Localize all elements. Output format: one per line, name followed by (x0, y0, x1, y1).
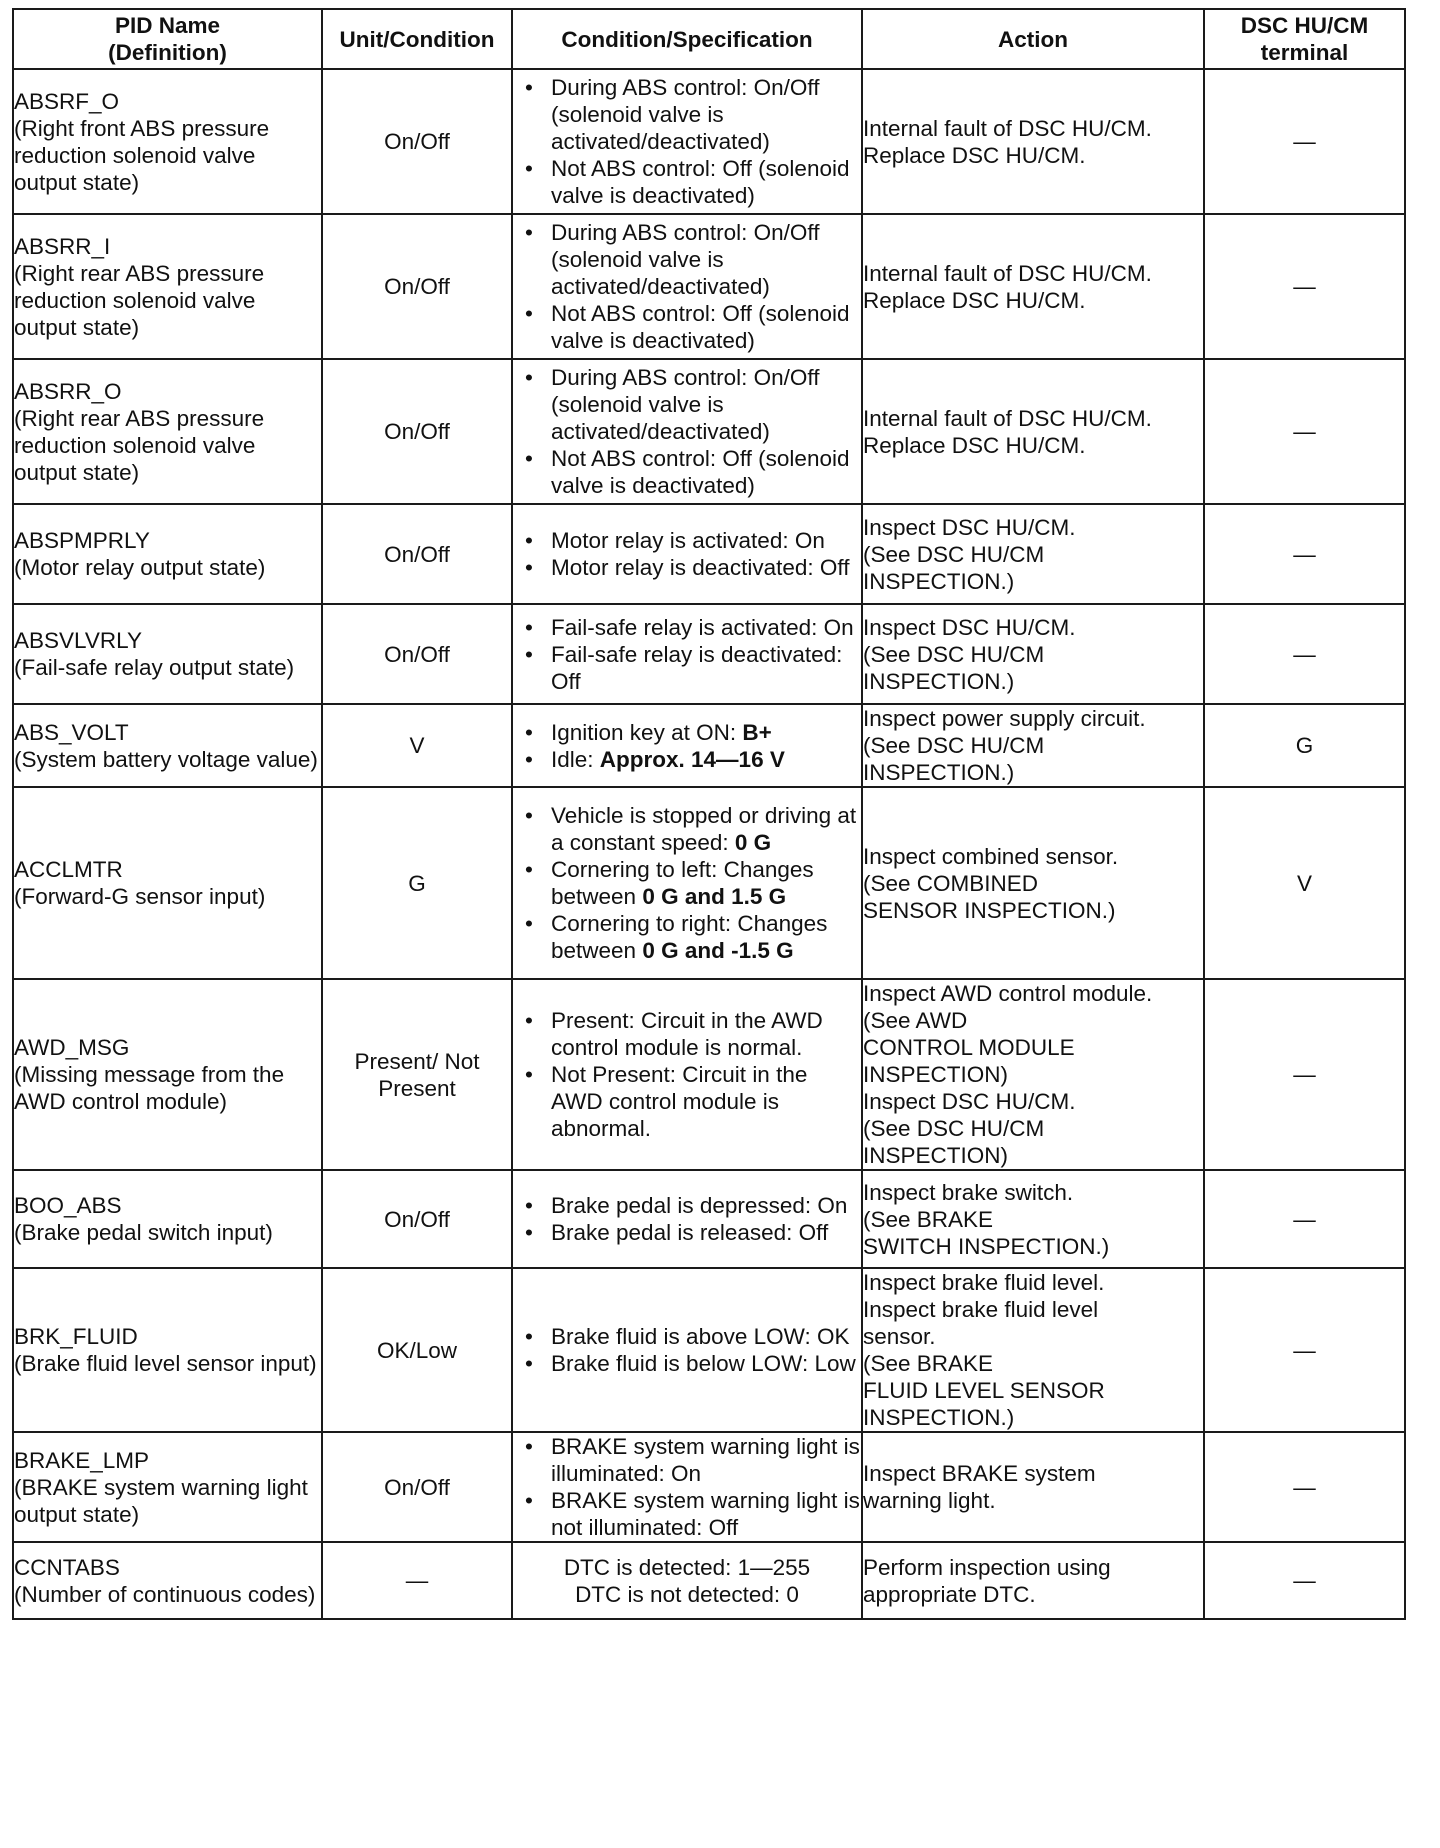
condition-list (513, 1323, 861, 1377)
action-line: Inspect DSC HU/CM. (863, 514, 1076, 540)
table-row (13, 69, 1405, 214)
action-line: Inspect AWD control module. (863, 981, 1153, 1006)
pid-definition: (Motor relay output state) (14, 555, 266, 580)
condition-item: • Cornering to left: Changes between 0 G and 1.5 G (513, 856, 861, 910)
table-row (13, 1268, 1405, 1432)
action-cell (862, 704, 1204, 787)
terminal-cell: — (1204, 604, 1405, 704)
terminal-cell: — (1204, 979, 1405, 1170)
action-line: Replace DSC HU/CM. (863, 432, 1086, 458)
action-line: Inspect combined sensor. (863, 843, 1119, 869)
pid-cell (13, 604, 322, 704)
terminal-cell: — (1204, 1170, 1405, 1268)
condition-item: • Fail-safe relay is deactivated: Off (513, 641, 861, 695)
condition-cell (512, 979, 862, 1170)
pid-name: BOO_ABS (14, 1193, 122, 1218)
action-line: (See BRAKE (863, 1351, 994, 1376)
condition-cell (512, 1170, 862, 1268)
action-line: Inspect DSC HU/CM. (863, 614, 1076, 640)
terminal-cell: — (1204, 214, 1405, 359)
pid-name: ABSRR_I (14, 233, 111, 259)
pid-cell (13, 214, 322, 359)
condition-cell (512, 787, 862, 979)
header-condition: Condition/Specification (512, 9, 862, 69)
pid-name: ACCLMTR (14, 857, 123, 882)
condition-item: • Brake pedal is depressed: On (513, 1192, 861, 1219)
action-line: (See COMBINED (863, 870, 1039, 896)
condition-item: • Not Present: Circuit in the AWD control module is abnormal. (513, 1061, 861, 1142)
pid-definition: (Fail-safe relay output state) (14, 655, 295, 680)
unit-cell: OK/Low (322, 1268, 512, 1432)
condition-list (513, 74, 861, 209)
action-cell (862, 214, 1204, 359)
action-line: Internal fault of DSC HU/CM. (863, 405, 1152, 431)
table-row (13, 979, 1405, 1170)
action-line: sensor. (863, 1324, 936, 1349)
unit-cell: Present/ Not Present (322, 979, 512, 1170)
condition-item: • Vehicle is stopped or driving at a constant speed: 0 G (513, 802, 861, 856)
terminal-cell: — (1204, 359, 1405, 504)
table-row (13, 504, 1405, 604)
action-line: FLUID LEVEL SENSOR (863, 1378, 1105, 1403)
pid-definition: (Right rear ABS pressure reduction solenoid valve output state) (14, 260, 265, 340)
action-cell (862, 504, 1204, 604)
action-cell (862, 787, 1204, 979)
condition-item: • Motor relay is activated: On (513, 527, 861, 554)
condition-item: • During ABS control: On/Off (solenoid valve is activated/deactivated) (513, 364, 861, 445)
pid-cell (13, 979, 322, 1170)
condition-item: • Fail-safe relay is activated: On (513, 614, 861, 641)
action-line: SENSOR INSPECTION.) (863, 897, 1116, 923)
action-line: INSPECTION.) (863, 760, 1015, 785)
action-line: Perform inspection using (863, 1554, 1111, 1580)
action-line: INSPECTION.) (863, 568, 1015, 594)
pid-definition: (Forward-G sensor input) (14, 884, 266, 909)
terminal-cell: — (1204, 1432, 1405, 1542)
action-line: Internal fault of DSC HU/CM. (863, 260, 1152, 286)
action-line: (See DSC HU/CM (863, 541, 1045, 567)
pid-cell (13, 1268, 322, 1432)
table-row (13, 604, 1405, 704)
pid-definition: (Number of continuous codes) (14, 1581, 316, 1607)
unit-cell: On/Off (322, 214, 512, 359)
pid-name: ABSVLVRLY (14, 628, 142, 653)
pid-name: AWD_MSG (14, 1035, 130, 1060)
condition-cell (512, 504, 862, 604)
condition-list (513, 719, 861, 773)
action-line: warning light. (863, 1488, 996, 1513)
pid-cell (13, 1170, 322, 1268)
pid-cell (13, 787, 322, 979)
condition-item: • Cornering to right: Changes between 0 G and -1.5 G (513, 910, 861, 964)
terminal-cell: V (1204, 787, 1405, 979)
pid-cell (13, 504, 322, 604)
table-row (13, 704, 1405, 787)
pid-name: BRK_FLUID (14, 1324, 138, 1349)
pid-cell (13, 69, 322, 214)
pid-definition: (System battery voltage value) (14, 746, 318, 772)
condition-list (513, 1007, 861, 1142)
table-row (13, 787, 1405, 979)
condition-item: • Idle: Approx. 14—16 V (513, 746, 861, 773)
action-line: (See BRAKE (863, 1206, 994, 1232)
condition-item: • BRAKE system warning light is illuminated: On (513, 1433, 861, 1487)
condition-list (513, 614, 861, 695)
pid-definition: (Brake fluid level sensor input) (14, 1351, 317, 1376)
action-cell (862, 359, 1204, 504)
action-line: Inspect power supply circuit. (863, 706, 1146, 731)
condition-list (513, 364, 861, 499)
condition-list (513, 527, 861, 581)
pid-name: ABSRF_O (14, 88, 120, 114)
condition-cell (512, 1432, 862, 1542)
condition-list (513, 802, 861, 964)
unit-cell: On/Off (322, 1432, 512, 1542)
action-line: Replace DSC HU/CM. (863, 142, 1086, 168)
action-line: Inspect brake fluid level. (863, 1270, 1105, 1295)
condition-item: • Ignition key at ON: B+ (513, 719, 861, 746)
action-line: INSPECTION) (863, 1143, 1009, 1168)
pid-cell (13, 704, 322, 787)
unit-cell: On/Off (322, 604, 512, 704)
action-line: CONTROL MODULE (863, 1035, 1075, 1060)
condition-item: • Motor relay is deactivated: Off (513, 554, 861, 581)
pid-name: ABSRR_O (14, 378, 122, 404)
condition-list (513, 1192, 861, 1246)
action-line: Inspect DSC HU/CM. (863, 1089, 1076, 1114)
action-cell (862, 1268, 1204, 1432)
condition-line: DTC is detected: 1—255 (563, 1554, 811, 1580)
pid-definition: (Right front ABS pressure reduction solenoid valve output state) (14, 115, 270, 195)
action-line: Inspect brake switch. (863, 1179, 1074, 1205)
action-line: (See AWD (863, 1008, 968, 1033)
condition-list (513, 1433, 861, 1541)
condition-cell (512, 214, 862, 359)
terminal-cell: — (1204, 1268, 1405, 1432)
action-line: appropriate DTC. (863, 1581, 1036, 1607)
condition-cell (512, 69, 862, 214)
condition-item: • Not ABS control: Off (solenoid valve is deactivated) (513, 300, 861, 354)
table-header-row (13, 9, 1405, 69)
action-line: SWITCH INSPECTION.) (863, 1233, 1110, 1259)
table-row (13, 214, 1405, 359)
unit-cell: On/Off (322, 504, 512, 604)
unit-cell: On/Off (322, 359, 512, 504)
action-cell (862, 1432, 1204, 1542)
condition-cell (512, 604, 862, 704)
pid-definition: (Missing message from the AWD control module) (14, 1062, 285, 1114)
action-line: INSPECTION.) (863, 1405, 1015, 1430)
action-line: Inspect BRAKE system (863, 1461, 1096, 1486)
pid-definition: (Brake pedal switch input) (14, 1220, 273, 1245)
pid-table (12, 8, 1406, 1620)
action-cell (862, 69, 1204, 214)
condition-list (513, 219, 861, 354)
action-line: Inspect brake fluid level (863, 1297, 1099, 1322)
action-line: (See DSC HU/CM (863, 641, 1045, 667)
condition-item: • Brake pedal is released: Off (513, 1219, 861, 1246)
condition-item: • During ABS control: On/Off (solenoid valve is activated/deactivated) (513, 74, 861, 155)
terminal-cell: — (1204, 504, 1405, 604)
unit-cell: — (322, 1542, 512, 1619)
action-cell (862, 1542, 1204, 1619)
condition-item: • Brake fluid is above LOW: OK (513, 1323, 861, 1350)
table-row (13, 359, 1405, 504)
action-line: (See DSC HU/CM (863, 733, 1045, 758)
pid-cell (13, 1542, 322, 1619)
condition-cell (512, 1268, 862, 1432)
header-terminal: DSC HU/CM terminal (1204, 9, 1405, 69)
action-cell (862, 979, 1204, 1170)
action-cell (862, 604, 1204, 704)
action-line: INSPECTION) (863, 1062, 1009, 1087)
condition-item: • Brake fluid is below LOW: Low (513, 1350, 861, 1377)
action-line: (See DSC HU/CM (863, 1116, 1045, 1141)
unit-cell: V (322, 704, 512, 787)
pid-name: CCNTABS (14, 1554, 120, 1580)
terminal-cell: — (1204, 69, 1405, 214)
action-line: Internal fault of DSC HU/CM. (863, 115, 1152, 141)
unit-cell: G (322, 787, 512, 979)
table-row (13, 1542, 1405, 1619)
unit-cell: On/Off (322, 1170, 512, 1268)
terminal-cell: — (1204, 1542, 1405, 1619)
action-line: INSPECTION.) (863, 668, 1015, 694)
condition-item: • Not ABS control: Off (solenoid valve is deactivated) (513, 445, 861, 499)
header-unit: Unit/Condition (322, 9, 512, 69)
action-cell (862, 1170, 1204, 1268)
pid-definition: (BRAKE system warning light output state) (14, 1474, 308, 1527)
terminal-cell: G (1204, 704, 1405, 787)
condition-item: • Not ABS control: Off (solenoid valve is deactivated) (513, 155, 861, 209)
pid-cell (13, 359, 322, 504)
condition-item: • BRAKE system warning light is not illuminated: Off (513, 1487, 861, 1541)
header-pid: PID Name (Definition) (13, 9, 322, 69)
condition-cell (512, 1542, 862, 1619)
table-body (13, 69, 1405, 1619)
condition-cell (512, 359, 862, 504)
condition-cell (512, 704, 862, 787)
table-row (13, 1170, 1405, 1268)
condition-line: DTC is not detected: 0 (575, 1581, 799, 1607)
pid-name: ABSPMPRLY (14, 528, 150, 553)
pid-cell (13, 1432, 322, 1542)
pid-name: ABS_VOLT (14, 719, 129, 745)
pid-definition: (Right rear ABS pressure reduction solenoid valve output state) (14, 405, 265, 485)
unit-cell: On/Off (322, 69, 512, 214)
header-action: Action (862, 9, 1204, 69)
condition-item: • During ABS control: On/Off (solenoid valve is activated/deactivated) (513, 219, 861, 300)
table-row (13, 1432, 1405, 1542)
action-line: Replace DSC HU/CM. (863, 287, 1086, 313)
condition-item: • Present: Circuit in the AWD control module is normal. (513, 1007, 861, 1061)
pid-name: BRAKE_LMP (14, 1447, 150, 1473)
